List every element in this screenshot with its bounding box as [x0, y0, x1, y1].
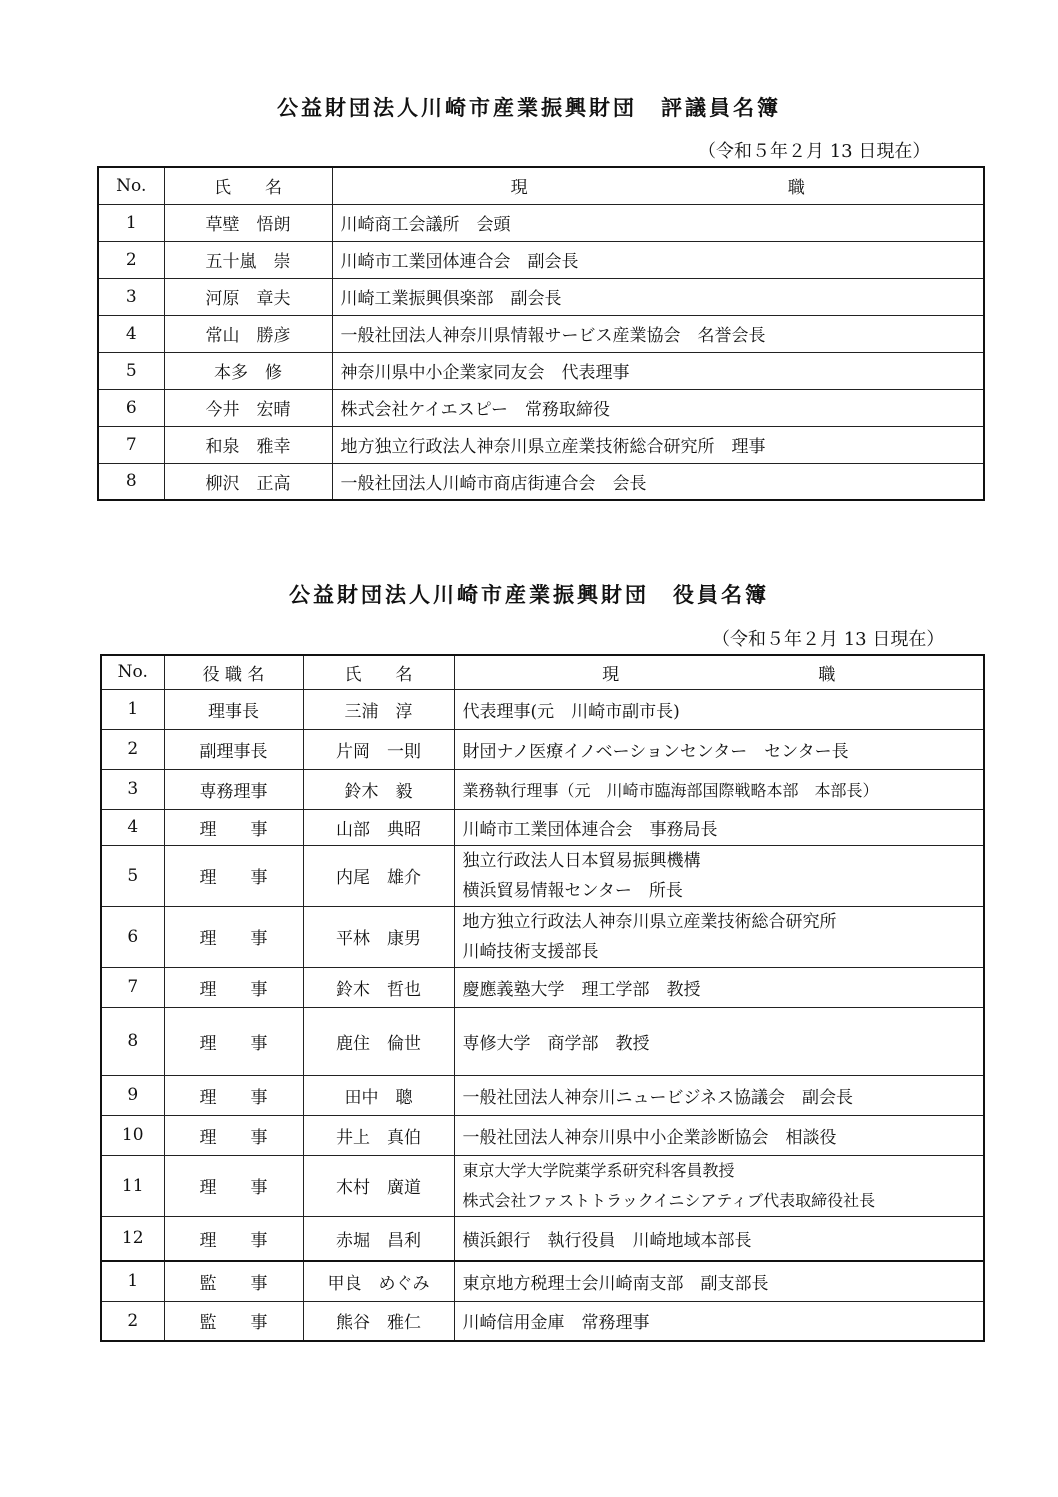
row-name: 鈴木 哲也: [303, 967, 454, 1007]
row-role: 理 事: [164, 1216, 303, 1261]
row-position: 一般社団法人神奈川県中小企業診断協会 相談役: [454, 1115, 984, 1155]
councilors-table: [97, 166, 985, 501]
row-name: 内尾 雄介: [303, 845, 454, 906]
row-name: 赤堀 昌利: [303, 1216, 454, 1261]
table-row: [101, 1115, 984, 1155]
table-row: [101, 809, 984, 845]
table-row: [98, 389, 984, 426]
row-no: 4: [101, 809, 164, 845]
table-row: [101, 729, 984, 769]
row-no: 2: [101, 1301, 164, 1341]
row-no: 7: [98, 426, 164, 463]
table-row: [98, 463, 984, 500]
row-position: 神奈川県中小企業家同友会 代表理事: [332, 352, 984, 389]
row-no: 8: [101, 1007, 164, 1075]
header-name: 氏 名: [303, 655, 454, 689]
row-role: 副理事長: [164, 729, 303, 769]
row-role: 理 事: [164, 1007, 303, 1075]
row-position-line-1: 独立行政法人日本貿易振興機構: [462, 850, 701, 871]
row-name: 五十嵐 崇: [164, 241, 332, 278]
row-name: 片岡 一則: [303, 729, 454, 769]
row-name: 今井 宏晴: [164, 389, 332, 426]
row-name: 田中 聰: [303, 1075, 454, 1115]
row-name: 河原 章夫: [164, 278, 332, 315]
row-no: 1: [101, 689, 164, 729]
header-role: 役 職 名: [164, 655, 303, 689]
row-role: 監 事: [164, 1261, 303, 1301]
table-row: [98, 204, 984, 241]
row-name: 本多 修: [164, 352, 332, 389]
councilors-header-row: [98, 167, 984, 204]
table-row: [101, 689, 984, 729]
header-no: No.: [98, 167, 164, 204]
row-no: 7: [101, 967, 164, 1007]
row-name: 草壁 悟朗: [164, 204, 332, 241]
table-row: [101, 769, 984, 809]
row-role: 専務理事: [164, 769, 303, 809]
row-no: 2: [101, 729, 164, 769]
row-no: 12: [101, 1216, 164, 1261]
table-row: [101, 1007, 984, 1075]
row-position: 株式会社ケイエスピー 常務取締役: [332, 389, 984, 426]
row-position: 川崎商工会議所 会頭: [332, 204, 984, 241]
row-no: 8: [98, 463, 164, 500]
row-no: 3: [98, 278, 164, 315]
officers-header-row: [101, 655, 984, 689]
row-no: 4: [98, 315, 164, 352]
table-row: [98, 352, 984, 389]
auditor-row: [101, 1261, 984, 1301]
header-position: [454, 655, 984, 689]
row-name: 鈴木 毅: [303, 769, 454, 809]
row-no: 9: [101, 1075, 164, 1115]
table-row: [101, 1155, 984, 1216]
row-position: 一般社団法人神奈川ニュービジネス協議会 副会長: [454, 1075, 984, 1115]
row-role: 監 事: [164, 1301, 303, 1341]
row-position: [454, 845, 984, 906]
row-position: 地方独立行政法人神奈川県立産業技術総合研究所 理事: [332, 426, 984, 463]
row-no: 5: [101, 845, 164, 906]
row-no: 6: [101, 906, 164, 967]
row-position-line-1: 東京大学大学院薬学系研究科客員教授: [462, 1160, 735, 1180]
row-role: 理 事: [164, 809, 303, 845]
row-role: 理 事: [164, 967, 303, 1007]
councilors-title: 公益財団法人川崎市産業振興財団 評議員名簿: [277, 96, 781, 120]
row-position: 川崎市工業団体連合会 副会長: [332, 241, 984, 278]
header-position: [332, 167, 984, 204]
row-name: 木村 廣道: [303, 1155, 454, 1216]
table-row: [101, 845, 984, 906]
row-position-line-2: 川崎技術支援部長: [462, 941, 599, 962]
row-name: 平林 康男: [303, 906, 454, 967]
header-name: 氏 名: [164, 167, 332, 204]
header-position-right: 職: [787, 178, 805, 199]
row-position: 川崎市工業団体連合会 事務局長: [454, 809, 984, 845]
table-row: [101, 1216, 984, 1261]
row-name: 常山 勝彦: [164, 315, 332, 352]
row-name: 柳沢 正高: [164, 463, 332, 500]
header-position-left: 現: [510, 178, 528, 199]
row-no: 1: [98, 204, 164, 241]
row-position: 川崎信用金庫 常務理事: [454, 1301, 984, 1341]
table-row: [101, 1075, 984, 1115]
row-position-line-2: 株式会社ファストトラックイニシアティブ代表取締役社長: [462, 1190, 876, 1210]
table-row: [98, 426, 984, 463]
row-position: 一般社団法人神奈川県情報サービス産業協会 名誉会長: [332, 315, 984, 352]
row-position: [454, 1155, 984, 1216]
row-name: 熊谷 雅仁: [303, 1301, 454, 1341]
row-position: [454, 906, 984, 967]
row-position: 慶應義塾大学 理工学部 教授: [454, 967, 984, 1007]
row-name: 三浦 淳: [303, 689, 454, 729]
officers-as-of: （令和５年２月 13 日現在）: [712, 629, 945, 650]
row-position-line-1: 地方独立行政法人神奈川県立産業技術総合研究所: [462, 911, 837, 932]
row-no: 3: [101, 769, 164, 809]
table-row: [98, 241, 984, 278]
row-position: 川崎工業振興倶楽部 副会長: [332, 278, 984, 315]
councilors-as-of: （令和５年２月 13 日現在）: [698, 141, 931, 162]
row-name: 山部 典昭: [303, 809, 454, 845]
row-role: 理 事: [164, 1115, 303, 1155]
row-position-line-2: 横浜貿易情報センター 所長: [462, 880, 683, 901]
row-no: 2: [98, 241, 164, 278]
header-no: No.: [101, 655, 164, 689]
row-position: 専修大学 商学部 教授: [454, 1007, 984, 1075]
row-role: 理 事: [164, 906, 303, 967]
table-row: [101, 967, 984, 1007]
table-row: [98, 278, 984, 315]
officers-title: 公益財団法人川崎市産業振興財団 役員名簿: [289, 583, 769, 607]
header-position-left: 現: [602, 664, 620, 685]
row-name: 甲良 めぐみ: [303, 1261, 454, 1301]
officers-table: [100, 654, 985, 1342]
row-position: 業務執行理事（元 川崎市臨海部国際戦略本部 本部長）: [454, 769, 984, 809]
row-no: 5: [98, 352, 164, 389]
row-no: 10: [101, 1115, 164, 1155]
table-row: [98, 315, 984, 352]
row-role: 理 事: [164, 1075, 303, 1115]
row-name: 和泉 雅幸: [164, 426, 332, 463]
row-name: 鹿住 倫世: [303, 1007, 454, 1075]
row-position: 一般社団法人川崎市商店街連合会 会長: [332, 463, 984, 500]
row-no: 11: [101, 1155, 164, 1216]
table-row: [101, 906, 984, 967]
row-position: 東京地方税理士会川崎南支部 副支部長: [454, 1261, 984, 1301]
row-no: 1: [101, 1261, 164, 1301]
header-position-right: 職: [818, 664, 836, 685]
row-role: 理 事: [164, 1155, 303, 1216]
row-position: 横浜銀行 執行役員 川崎地域本部長: [454, 1216, 984, 1261]
row-role: 理事長: [164, 689, 303, 729]
auditor-row: [101, 1301, 984, 1341]
row-role: 理 事: [164, 845, 303, 906]
row-position: 財団ナノ医療イノベーションセンター センター長: [454, 729, 984, 769]
row-no: 6: [98, 389, 164, 426]
row-name: 井上 真伯: [303, 1115, 454, 1155]
row-position: 代表理事(元 川崎市副市長): [454, 689, 984, 729]
